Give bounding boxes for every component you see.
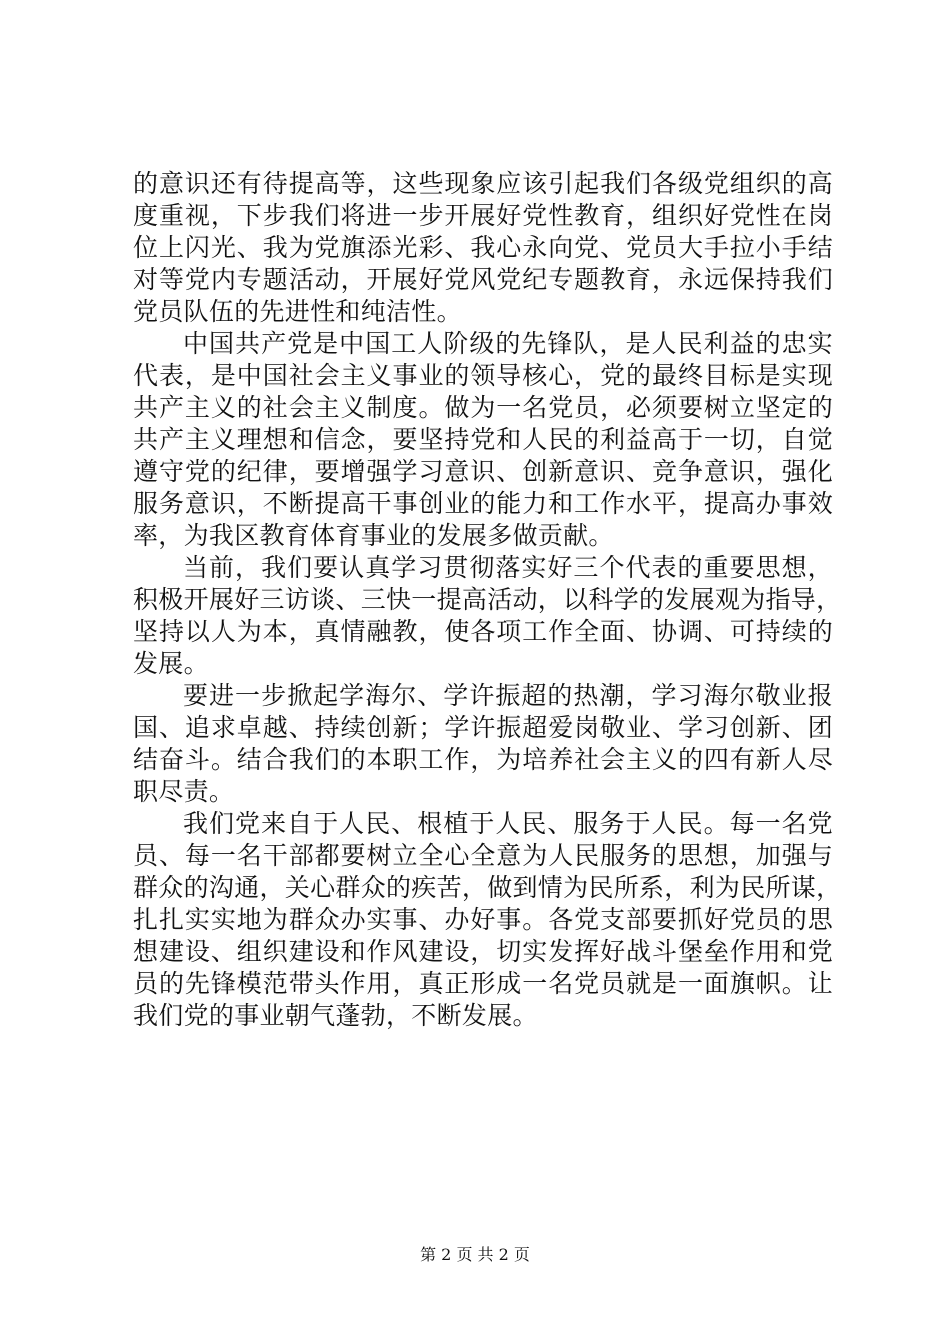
text-line: 我们党来自于人民、根植于人民、服务于人民。每一名党: [183, 809, 833, 838]
text-line: 职尽责。: [133, 777, 235, 806]
page-footer: 第 2 页 共 2 页: [420, 1245, 530, 1264]
text-line: 服务意识，不断提高干事创业的能力和工作水平，提高办事效: [133, 489, 833, 518]
text-line: 员、每一名干部都要树立全心全意为人民服务的思想，加强与: [133, 841, 833, 870]
paragraph: [133, 680, 833, 808]
text-line: 遵守党的纪律，要增强学习意识、创新意识、竞争意识，强化: [133, 457, 833, 486]
text-line: 我们党的事业朝气蓬勃，不断发展。: [133, 1001, 538, 1030]
document-body: [133, 168, 842, 1032]
text-line: 群众的沟通，关心群众的疾苦，做到情为民所系，利为民所谋，: [133, 873, 842, 902]
text-line: 员的先锋模范带头作用，真正形成一名党员就是一面旗帜。让: [133, 969, 833, 998]
text-line: 结奋斗。结合我们的本职工作，为培养社会主义的四有新人尽: [133, 745, 833, 774]
text-line: 坚持以人为本，真情融教，使各项工作全面、协调、可持续的: [133, 617, 833, 646]
text-line: 想建设、组织建设和作风建设，切实发挥好战斗堡垒作用和党: [133, 937, 833, 966]
text-line: 对等党内专题活动，开展好党风党纪专题教育，永远保持我们: [133, 265, 833, 294]
text-line: 度重视，下步我们将进一步开展好党性教育，组织好党性在岗: [133, 201, 833, 230]
text-line: 扎扎实实地为群众办实事、办好事。各党支部要抓好党员的思: [133, 905, 833, 934]
paragraph: [133, 552, 842, 680]
text-line: 共产主义的社会主义制度。做为一名党员，必须要树立坚定的: [133, 393, 833, 422]
paragraph: [133, 168, 833, 328]
paragraph: [133, 328, 833, 552]
text-line: 国、追求卓越、持续创新；学许振超爱岗敬业、学习创新、团: [133, 713, 833, 742]
text-line: 中国共产党是中国工人阶级的先锋队，是人民利益的忠实: [183, 329, 833, 358]
text-line: 发展。: [133, 649, 209, 678]
text-line: 率，为我区教育体育事业的发展多做贡献。: [133, 521, 614, 550]
text-line: 积极开展好三访谈、三快一提高活动，以科学的发展观为指导，: [133, 585, 842, 614]
text-line: 的意识还有待提高等，这些现象应该引起我们各级党组织的高: [133, 169, 833, 198]
text-line: 共产主义理想和信念，要坚持党和人民的利益高于一切，自觉: [133, 425, 833, 454]
text-line: 位上闪光、我为党旗添光彩、我心永向党、党员大手拉小手结: [133, 233, 833, 262]
text-line: 要进一步掀起学海尔、学许振超的热潮，学习海尔敬业报: [183, 681, 833, 710]
text-line: 代表，是中国社会主义事业的领导核心，党的最终目标是实现: [133, 361, 833, 390]
text-line: 当前，我们要认真学习贯彻落实好三个代表的重要思想，: [183, 553, 833, 582]
text-line: 党员队伍的先进性和纯洁性。: [133, 297, 462, 326]
paragraph: [133, 808, 842, 1032]
